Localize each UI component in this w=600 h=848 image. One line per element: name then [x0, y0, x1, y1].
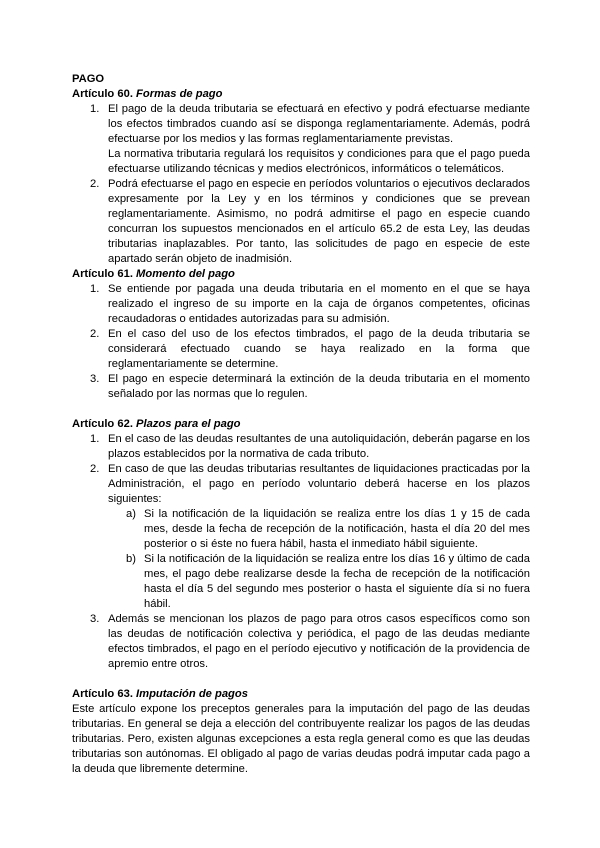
article-63-title [72, 687, 530, 702]
article-63-body: Este artículo expone los preceptos generales para la imputación del pago de las deudas tributarias. En general se deja a elección del contribuyente realizar los pagos de las deudas tributarias. Pero, existen algunas excepciones a esta regla general como es que las deudas tributarias son autónomas. El obligado al pago de varias deudas podrá imputar cada pago a la deuda que libremente determine. [72, 703, 530, 775]
list-item [72, 372, 530, 402]
list-item [72, 462, 530, 507]
article-62-list [72, 432, 530, 507]
list-item [72, 432, 530, 462]
item-paragraph: Podrá efectuarse el pago en especie en períodos voluntarios o ejecutivos declarados expresamente por la Ley y en los términos y condiciones que se prevean reglamentariamente. Asimismo, no podrá admitirse el pago en especie cuando concurran los supuestos mencionados en el artículo 65.2 de esta Ley, las deudas tributarias inaplazables. Por tanto, las solicitudes de pago en especie de este apartado serán objeto de inadmisión. [108, 178, 530, 265]
article-name: Imputación de pagos [136, 688, 248, 700]
article-number: Artículo 62. [72, 418, 133, 430]
list-item [72, 327, 530, 372]
article-name: Formas de pago [136, 88, 223, 100]
article-name: Momento del pago [136, 268, 235, 280]
article-number: Artículo 61. [72, 268, 133, 280]
spacer [72, 672, 530, 687]
article-number: Artículo 63. [72, 688, 133, 700]
list-item [72, 282, 530, 327]
article-number: Artículo 60. [72, 88, 133, 100]
item-paragraph: Además se mencionan los plazos de pago para otros casos específicos como son las deudas de notificación colectiva y periódica, el pago de las deudas mediante efectos timbrados, el pago en el período ejecutivo y notificación de la providencia de apremio entre otros. [108, 613, 530, 670]
item-number: 1. [90, 283, 100, 295]
article-60-title [72, 87, 530, 102]
document-page [72, 72, 530, 777]
list-item [72, 612, 530, 672]
item-paragraph: El pago de la deuda tributaria se efectuará en efectivo y podrá efectuarse mediante los efectos timbrados cuando así se disponga reglamentariamente. Además, podrá efectuarse por los medios y las formas reglamentariamente previstas. [108, 103, 530, 145]
article-62-title [72, 417, 530, 432]
item-paragraph: En el caso de las deudas resultantes de una autoliquidación, deberán pagarse en los plazos establecidos por la normativa de cada tributo. [108, 433, 530, 460]
list-item [72, 177, 530, 267]
item-number: 3. [90, 373, 100, 385]
sub-list-item [72, 552, 530, 612]
sub-item-letter: a) [126, 508, 136, 520]
article-62-list-cont [72, 612, 530, 672]
article-name: Plazos para el pago [136, 418, 241, 430]
item-number: 2. [90, 463, 100, 475]
sub-item-letter: b) [126, 553, 136, 565]
sub-item-text: Si la notificación de la liquidación se realiza entre los días 1 y 15 de cada mes, desde la fecha de recepción de la notificación, hasta el día 20 del mes posterior o si éste no fuera hábil, hasta el inmediato hábil siguiente. [144, 508, 530, 550]
item-number: 3. [90, 613, 100, 625]
item-paragraph: Se entiende por pagada una deuda tributaria en el momento en el que se haya realizado el ingreso de su importe en la caja de órganos competentes, oficinas recaudadoras o entidades autorizadas para su admisión. [108, 283, 530, 325]
article-61-list [72, 282, 530, 402]
item-number: 2. [90, 328, 100, 340]
list-item [72, 102, 530, 177]
item-paragraph: La normativa tributaria regulará los requisitos y condiciones para que el pago pueda efectuarse utilizando técnicas y medios electrónicos, informáticos o telemáticos. [108, 148, 530, 175]
item-number: 2. [90, 178, 100, 190]
sub-list-item [72, 507, 530, 552]
item-number: 1. [90, 433, 100, 445]
sub-item-text: Si la notificación de la liquidación se realiza entre los días 16 y último de cada mes, el pago debe realizarse desde la fecha de recepción de la notificación hasta el día 5 del segundo mes posterior o hasta el siguiente día si no fuera hábil. [144, 553, 530, 610]
item-paragraph: En caso de que las deudas tributarias resultantes de liquidaciones practicadas por la Administración, el pago en período voluntario deberá hacerse en los plazos siguientes: [108, 463, 530, 505]
article-60-list [72, 102, 530, 267]
section-title: PAGO [72, 73, 105, 85]
spacer [72, 402, 530, 417]
item-paragraph: En el caso del uso de los efectos timbrados, el pago de la deuda tributaria se considerará efectuado cuando se haya realizado en la forma que reglamentariamente se determine. [108, 328, 530, 370]
item-number: 1. [90, 103, 100, 115]
article-61-title [72, 267, 530, 282]
item-paragraph: El pago en especie determinará la extinción de la deuda tributaria en el momento señalado por las normas que lo regulen. [108, 373, 530, 400]
